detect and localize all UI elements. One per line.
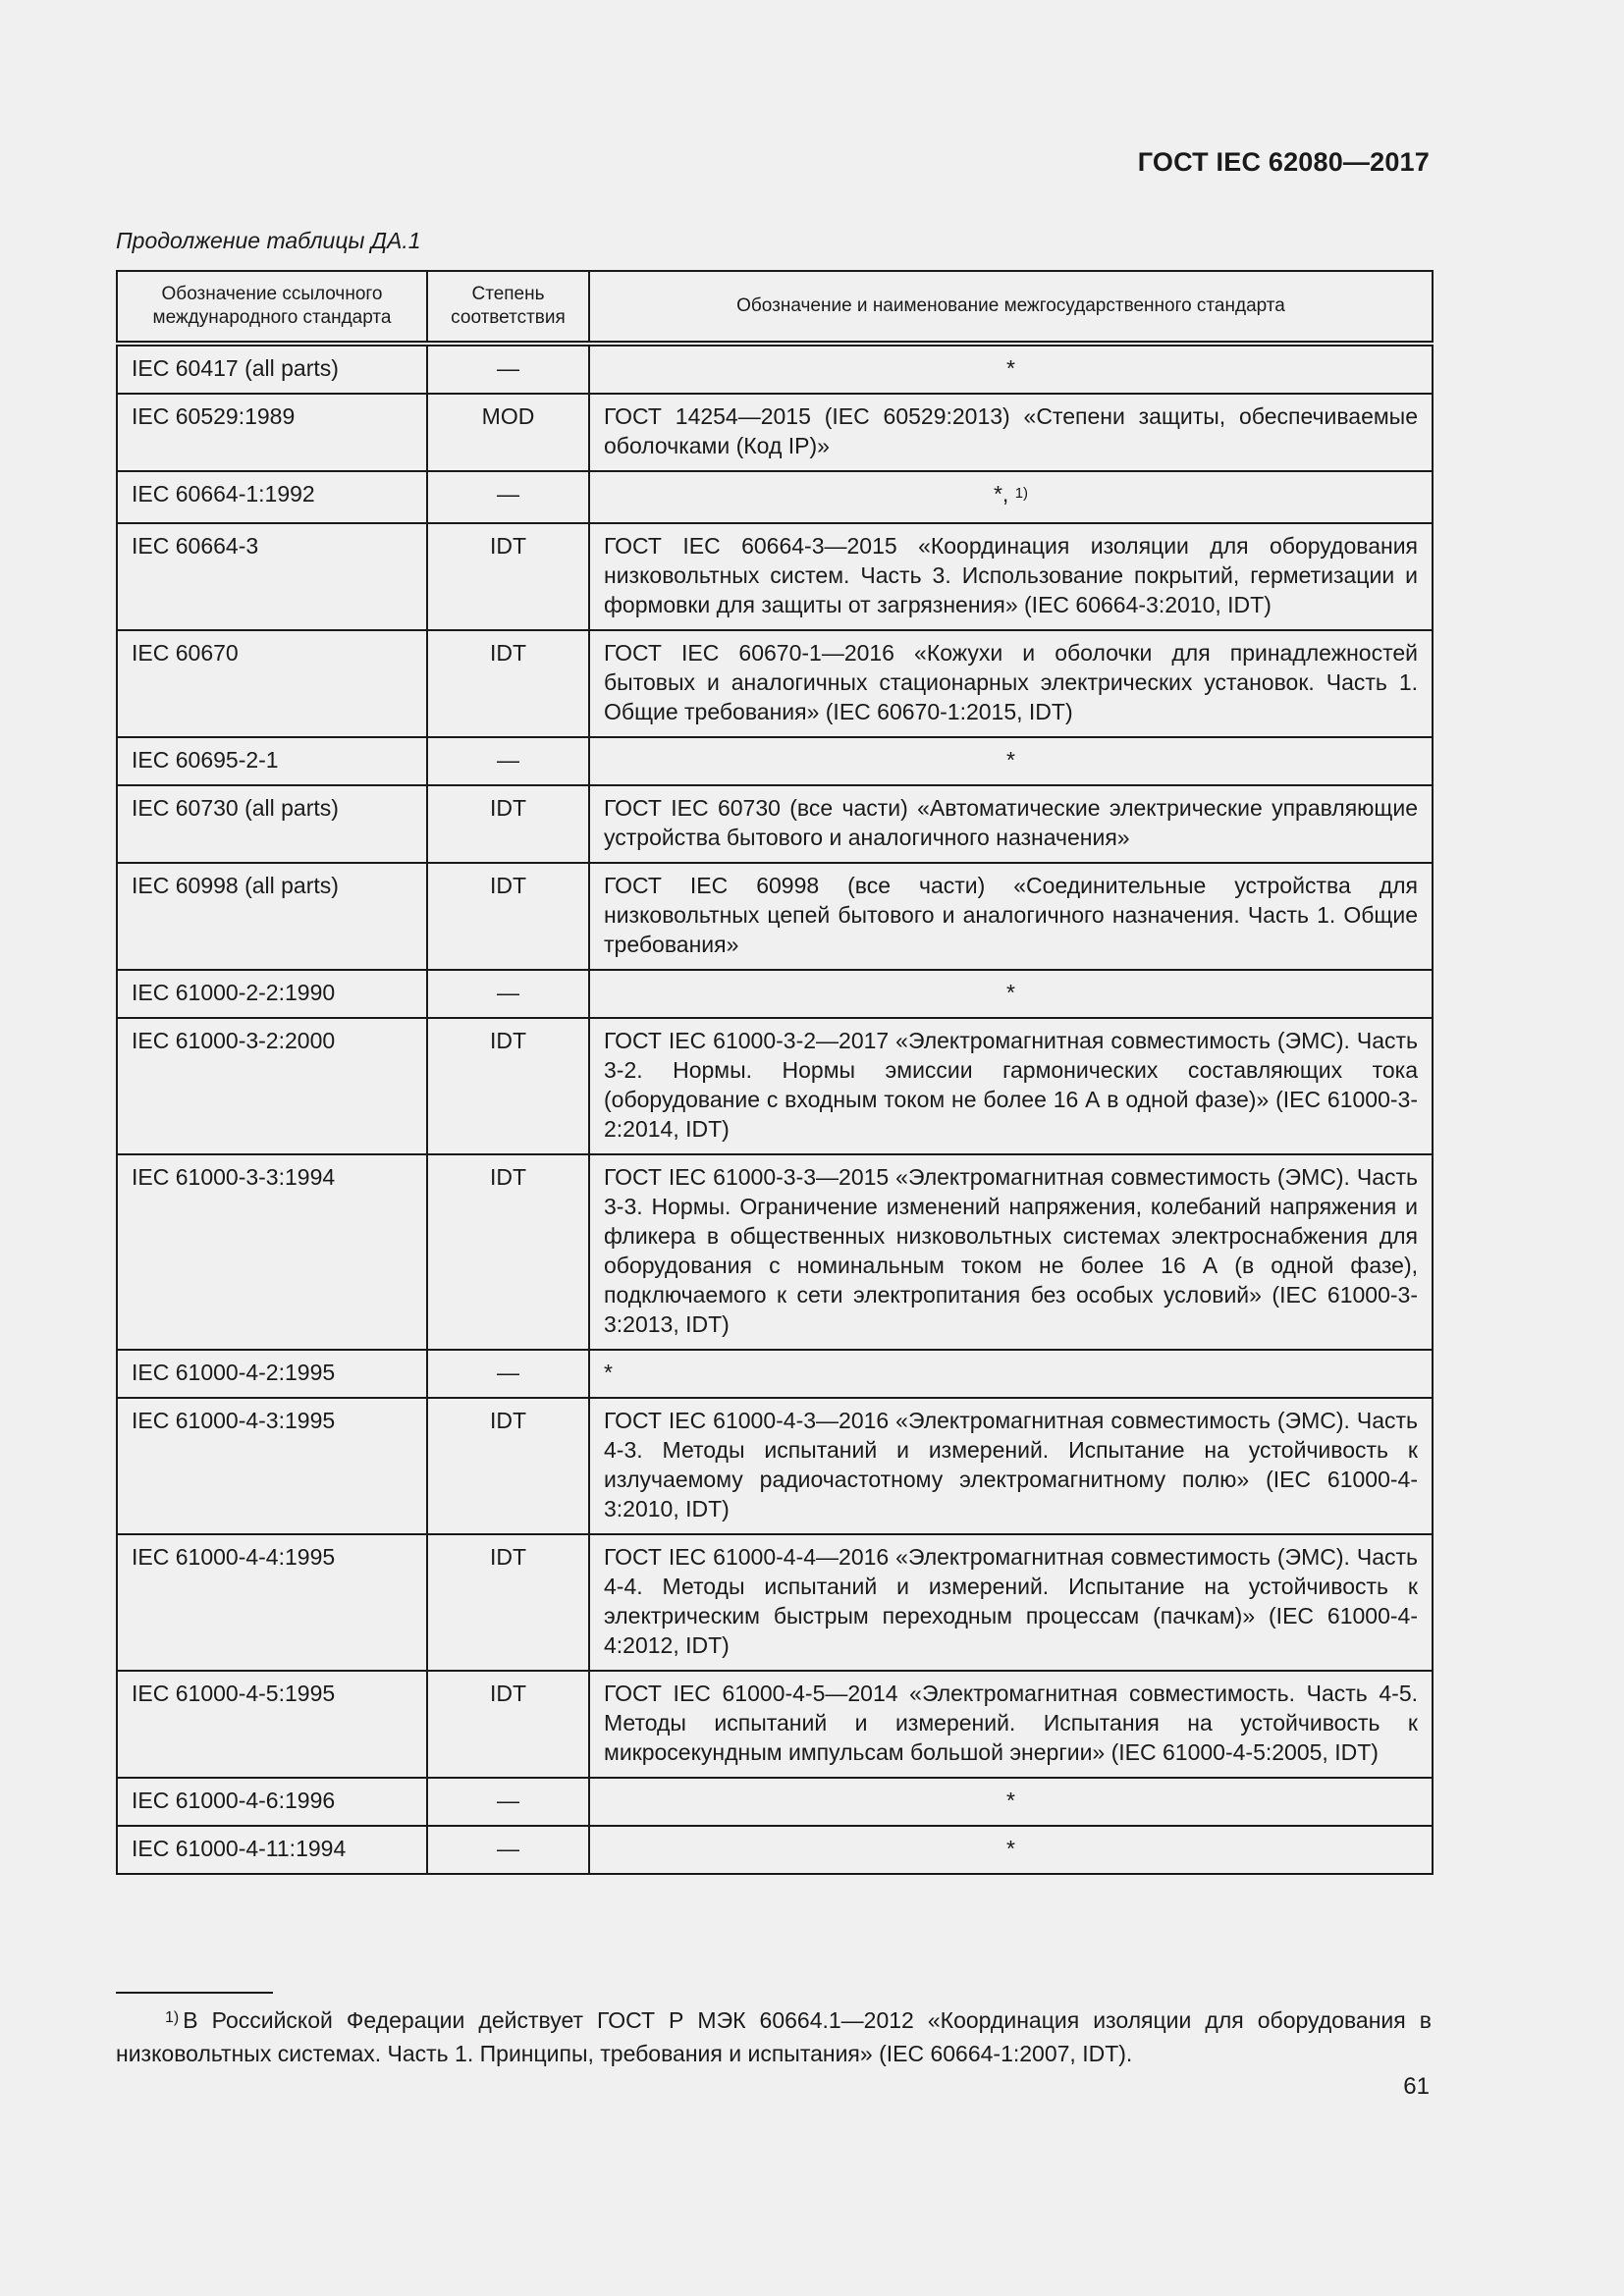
- cell-degree-of-correspondence: IDT: [427, 1154, 589, 1350]
- footnote-divider: [116, 1992, 273, 1994]
- cell-interstate-standard-text: *,: [993, 481, 1009, 507]
- table-row: [117, 630, 1433, 737]
- cell-interstate-standard-text: *: [1006, 747, 1015, 773]
- cell-interstate-standard: [589, 785, 1433, 863]
- footnote-text: В Российской Федерации действует ГОСТ Р МЭК 60664.1—2012 «Координация изоляции для оборудования в низковольтных системах. Часть 1. Принципы, требования и испытания» (IEC 60664-1:2007, IDT).: [116, 2007, 1432, 2066]
- table-row: [117, 1350, 1433, 1398]
- column-header-degree: Степень соответствия: [427, 271, 589, 344]
- cell-interstate-standard-text: *: [1006, 1788, 1015, 1813]
- table-row: [117, 1534, 1433, 1671]
- cell-interstate-standard-text: ГОСТ IEC 60998 (все части) «Соединительные устройства для низковольтных цепей бытового и аналогичного назначения. Часть 1. Общие требования»: [604, 873, 1418, 957]
- table-row: [117, 1018, 1433, 1154]
- cell-reference-standard: IEC 61000-3-2:2000: [117, 1018, 427, 1154]
- cell-degree-of-correspondence: IDT: [427, 523, 589, 630]
- cell-degree-of-correspondence: IDT: [427, 1018, 589, 1154]
- table-row: [117, 863, 1433, 970]
- column-header-interstate-standard: Обозначение и наименование межгосударственного стандарта: [589, 271, 1433, 344]
- cell-interstate-standard: [589, 970, 1433, 1018]
- cell-interstate-standard: [589, 471, 1433, 523]
- cell-interstate-standard-text: ГОСТ IEC 60670-1—2016 «Кожухи и оболочки для принадлежностей бытовых и аналогичных стационарных электрических установок. Часть 1. Общие требования» (IEC 60670-1:2015, IDT): [604, 640, 1418, 724]
- cell-reference-standard: IEC 61000-4-2:1995: [117, 1350, 427, 1398]
- cell-interstate-standard-text: ГОСТ IEC 61000-3-3—2015 «Электромагнитная совместимость (ЭМС). Часть 3-3. Нормы. Ограничение изменений напряжения, колебаний напряжения и фликера в общественных низковольтных системах электроснабжения для оборудования с номинальным током не более 16 А (в одной фазе), подключаемого к сети электропитания без особых условий» (IEC 61000-3-3:2013, IDT): [604, 1164, 1418, 1337]
- cell-reference-standard: IEC 61000-2-2:1990: [117, 970, 427, 1018]
- cell-reference-standard: IEC 61000-4-11:1994: [117, 1826, 427, 1874]
- cell-reference-standard: IEC 60664-1:1992: [117, 471, 427, 523]
- cell-degree-of-correspondence: —: [427, 344, 589, 394]
- cell-interstate-standard-text: ГОСТ IEC 60664-3—2015 «Координация изоляции для оборудования низковольтных систем. Часть 3. Использование покрытий, герметизации и формовки для защиты от загрязнения» (IEC 60664-3:2010, IDT): [604, 533, 1418, 617]
- cell-degree-of-correspondence: IDT: [427, 1398, 589, 1534]
- cell-interstate-standard: [589, 863, 1433, 970]
- cell-reference-standard: IEC 61000-4-5:1995: [117, 1671, 427, 1778]
- cell-interstate-standard-text: ГОСТ IEC 61000-3-2—2017 «Электромагнитная совместимость (ЭМС). Часть 3-2. Нормы. Нормы эмиссии гармонических составляющих тока (оборудование с входным током не более 16 А в одной фазе)» (IEC 61000-3-2:2014, IDT): [604, 1028, 1418, 1142]
- cell-degree-of-correspondence: IDT: [427, 630, 589, 737]
- table-row: [117, 1154, 1433, 1350]
- table-row: [117, 737, 1433, 785]
- document-title: ГОСТ IEC 62080—2017: [1137, 147, 1430, 177]
- cell-degree-of-correspondence: —: [427, 737, 589, 785]
- column-header-international-standard: Обозначение ссылочного международного стандарта: [117, 271, 427, 344]
- table-row: [117, 344, 1433, 394]
- table-row: [117, 1778, 1433, 1826]
- cell-interstate-standard: [589, 1671, 1433, 1778]
- cell-reference-standard: IEC 60417 (all parts): [117, 344, 427, 394]
- table-row: [117, 970, 1433, 1018]
- table-row: [117, 785, 1433, 863]
- cell-reference-standard: IEC 60529:1989: [117, 394, 427, 471]
- cell-interstate-standard-text: *: [1006, 355, 1015, 381]
- table-header-row: [117, 271, 1433, 344]
- cell-interstate-standard: [589, 1826, 1433, 1874]
- table-row: [117, 1398, 1433, 1534]
- cell-reference-standard: IEC 60998 (all parts): [117, 863, 427, 970]
- table-row: [117, 471, 1433, 523]
- cell-reference-standard: IEC 60664-3: [117, 523, 427, 630]
- cell-interstate-standard-text: *: [1006, 980, 1015, 1005]
- cell-reference-standard: IEC 61000-4-4:1995: [117, 1534, 427, 1671]
- cell-degree-of-correspondence: IDT: [427, 785, 589, 863]
- cell-degree-of-correspondence: —: [427, 970, 589, 1018]
- cell-interstate-standard: [589, 1154, 1433, 1350]
- cell-interstate-standard-text: ГОСТ 14254—2015 (IEC 60529:2013) «Степени защиты, обеспечиваемые оболочками (Код IP)»: [604, 403, 1418, 458]
- reference-standards-table: [116, 270, 1434, 1875]
- cell-interstate-standard-text: ГОСТ IEC 61000-4-4—2016 «Электромагнитная совместимость (ЭМС). Часть 4-4. Методы испытаний и измерений. Испытание на устойчивость к электрическим быстрым переходным процессам (пачкам)» (IEC 61000-4-4:2012, IDT): [604, 1544, 1418, 1658]
- cell-interstate-standard-text: *: [1006, 1836, 1015, 1861]
- cell-degree-of-correspondence: —: [427, 1826, 589, 1874]
- cell-reference-standard: IEC 61000-3-3:1994: [117, 1154, 427, 1350]
- footnote: [116, 2005, 1432, 2069]
- table-caption: Продолжение таблицы ДА.1: [116, 228, 421, 253]
- cell-degree-of-correspondence: —: [427, 471, 589, 523]
- table-row: [117, 1826, 1433, 1874]
- footnote-mark: 1): [165, 2009, 180, 2026]
- page-number: 61: [1403, 2073, 1430, 2100]
- cell-interstate-standard: [589, 630, 1433, 737]
- cell-degree-of-correspondence: IDT: [427, 1671, 589, 1778]
- cell-degree-of-correspondence: —: [427, 1778, 589, 1826]
- cell-interstate-standard: [589, 344, 1433, 394]
- cell-interstate-standard-text: ГОСТ IEC 60730 (все части) «Автоматические электрические управляющие устройства бытового и аналогичного назначения»: [604, 795, 1418, 850]
- cell-interstate-standard: [589, 1398, 1433, 1534]
- cell-reference-standard: IEC 60695-2-1: [117, 737, 427, 785]
- footnote-reference-mark: 1): [1014, 485, 1029, 502]
- cell-reference-standard: IEC 60670: [117, 630, 427, 737]
- cell-interstate-standard: [589, 1778, 1433, 1826]
- table-row: [117, 394, 1433, 471]
- table-row: [117, 523, 1433, 630]
- cell-degree-of-correspondence: —: [427, 1350, 589, 1398]
- cell-interstate-standard-text: ГОСТ IEC 61000-4-3—2016 «Электромагнитная совместимость (ЭМС). Часть 4-3. Методы испытаний и измерений. Испытание на устойчивость к излучаемому радиочастотному электромагнитному полю» (IEC 61000-4-3:2010, IDT): [604, 1408, 1418, 1522]
- cell-interstate-standard: [589, 1534, 1433, 1671]
- cell-interstate-standard-text: *: [604, 1360, 613, 1385]
- cell-interstate-standard: [589, 737, 1433, 785]
- cell-interstate-standard: [589, 1018, 1433, 1154]
- cell-interstate-standard: [589, 523, 1433, 630]
- table-row: [117, 1671, 1433, 1778]
- cell-reference-standard: IEC 60730 (all parts): [117, 785, 427, 863]
- cell-degree-of-correspondence: IDT: [427, 1534, 589, 1671]
- cell-reference-standard: IEC 61000-4-6:1996: [117, 1778, 427, 1826]
- cell-interstate-standard-text: ГОСТ IEC 61000-4-5—2014 «Электромагнитная совместимость. Часть 4-5. Методы испытаний и измерений. Испытания на устойчивость к микросекундным импульсам большой энергии» (IEC 61000-4-5:2005, IDT): [604, 1681, 1418, 1765]
- cell-degree-of-correspondence: MOD: [427, 394, 589, 471]
- cell-interstate-standard: [589, 1350, 1433, 1398]
- cell-degree-of-correspondence: IDT: [427, 863, 589, 970]
- cell-interstate-standard: [589, 394, 1433, 471]
- cell-reference-standard: IEC 61000-4-3:1995: [117, 1398, 427, 1534]
- table-body: [117, 344, 1433, 1874]
